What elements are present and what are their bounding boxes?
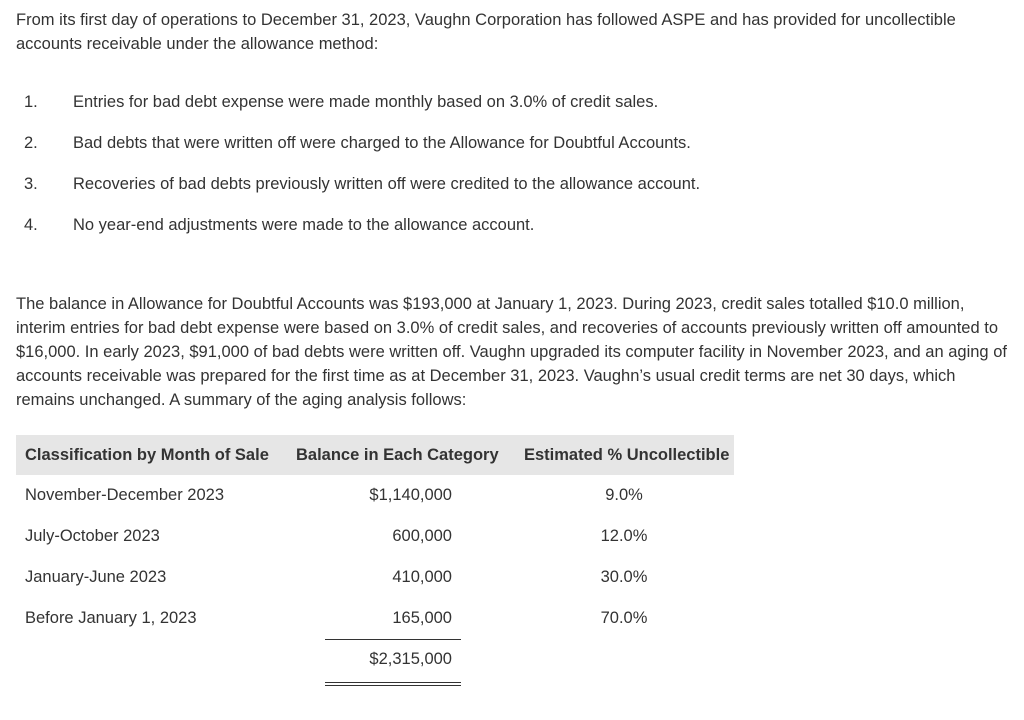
header-balance: Balance in Each Category xyxy=(296,446,499,464)
cell-balance: 165,000 xyxy=(392,609,452,627)
table-header-row xyxy=(16,435,734,475)
cell-percent: 12.0% xyxy=(600,527,648,545)
list-item xyxy=(16,211,1006,252)
list-item-text: Bad debts that were written off were charged to the Allowance for Doubtful Accounts. xyxy=(73,134,691,152)
cell-balance: 410,000 xyxy=(392,568,452,586)
list-item-text: Entries for bad debt expense were made monthly based on 3.0% of credit sales. xyxy=(73,93,659,111)
policy-list xyxy=(16,88,1006,252)
scenario-paragraph: The balance in Allowance for Doubtful Accounts was $193,000 at January 1, 2023. During 2023, credit sales totalled $10.0 million, interim entries for bad debt expense were based on 3.0% of credit sales, and recoveries of accounts previously written off amounted to $16,000. In early 2023, $91,000 of bad debts were written off. Vaughn upgraded its computer facility in November 2023, and an aging of accounts receivable was prepared for the first time as at December 31, 2023. Vaughn’s usual credit terms are net 30 days, which remains unchanged. A summary of the aging analysis follows: xyxy=(16,295,1007,409)
cell-classification: November-December 2023 xyxy=(25,486,225,504)
list-item xyxy=(16,88,1006,129)
cell-balance: 600,000 xyxy=(392,527,452,545)
list-item-text: No year-end adjustments were made to the allowance account. xyxy=(73,216,535,234)
cell-total-balance: $2,315,000 xyxy=(369,650,452,668)
list-item-number: 3. xyxy=(24,175,38,193)
cell-classification: January-June 2023 xyxy=(25,568,167,586)
cell-percent: 30.0% xyxy=(600,568,648,586)
list-item-number: 2. xyxy=(24,134,38,152)
aging-table xyxy=(16,435,734,680)
cell-classification: Before January 1, 2023 xyxy=(25,609,197,627)
cell-classification: July-October 2023 xyxy=(25,527,160,545)
list-item-number: 4. xyxy=(24,216,38,234)
list-item xyxy=(16,129,1006,170)
cell-percent: 9.0% xyxy=(605,486,643,504)
header-percent: Estimated % Uncollectible xyxy=(524,446,730,464)
table-row xyxy=(16,475,734,516)
list-item-number: 1. xyxy=(24,93,38,111)
header-classification: Classification by Month of Sale xyxy=(25,446,269,464)
list-item xyxy=(16,170,1006,211)
cell-percent: 70.0% xyxy=(600,609,648,627)
intro-text: From its first day of operations to December 31, 2023, Vaughn Corporation has followed ASPE and has provided for uncollectible accounts receivable under the allowance method: xyxy=(16,11,956,53)
table-row xyxy=(16,516,734,557)
cell-balance: $1,140,000 xyxy=(369,486,452,504)
list-item-text: Recoveries of bad debts previously written off were credited to the allowance account. xyxy=(73,175,701,193)
total-double-rule xyxy=(325,682,461,686)
total-row xyxy=(16,639,734,680)
table-row xyxy=(16,557,734,598)
table-row xyxy=(16,598,734,639)
